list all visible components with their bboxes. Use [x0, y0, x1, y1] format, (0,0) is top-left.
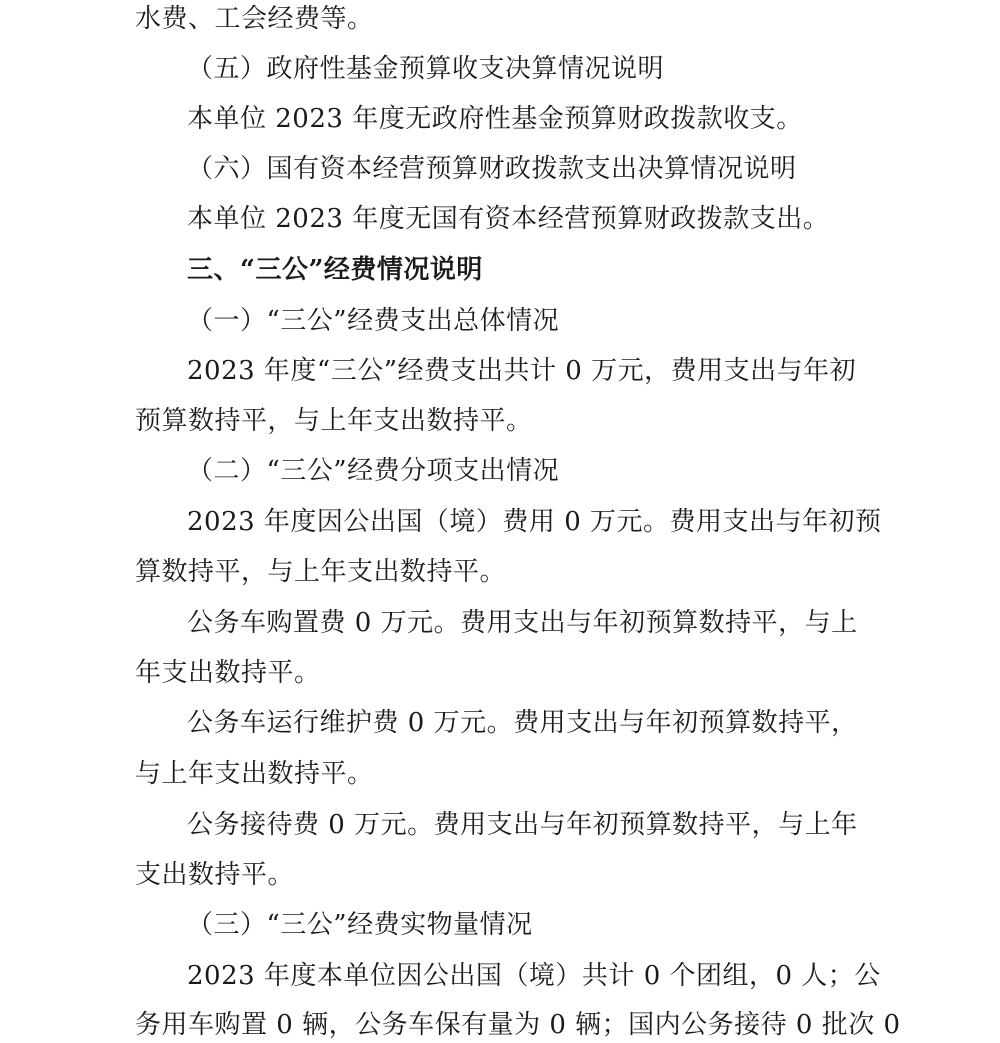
section-heading: （三）“三公”经费实物量情况	[187, 910, 533, 940]
section-heading: （六）国有资本经营预算财政拨款支出决算情况说明	[187, 154, 797, 184]
paragraph-line: 2023 年度因公出国（境）费用 0 万元。费用支出与年初预	[187, 507, 882, 537]
paragraph-line: 与上年支出数持平。	[135, 759, 374, 789]
paragraph-line: 支出数持平。	[135, 860, 295, 890]
paragraph-line: 公务接待费 0 万元。费用支出与年初预算数持平，与上年	[187, 810, 858, 840]
paragraph-line: 务用车购置 0 辆，公务车保有量为 0 辆；国内公务接待 0 批次 0	[135, 1010, 901, 1040]
paragraph-line: 2023 年度“三公”经费支出共计 0 万元，费用支出与年初	[187, 356, 857, 386]
paragraph-line: 本单位 2023 年度无政府性基金预算财政拨款收支。	[187, 104, 803, 134]
paragraph-line: 公务车购置费 0 万元。费用支出与年初预算数持平，与上	[187, 608, 858, 638]
paragraph-line: 2023 年度本单位因公出国（境）共计 0 个团组，0 人；公	[187, 961, 881, 991]
section-heading: （五）政府性基金预算收支决算情况说明	[187, 54, 665, 84]
section-heading: （一）“三公”经费支出总体情况	[187, 306, 560, 336]
paragraph-line: 公务车运行维护费 0 万元。费用支出与年初预算数持平，	[187, 708, 858, 738]
paragraph-line: 年支出数持平。	[135, 658, 321, 688]
paragraph-line: 本单位 2023 年度无国有资本经营预算财政拨款支出。	[187, 204, 830, 234]
chapter-heading: 三、“三公”经费情况说明	[187, 255, 483, 285]
paragraph-line: 水费、工会经费等。	[135, 4, 374, 34]
section-heading: （二）“三公”经费分项支出情况	[187, 456, 560, 486]
paragraph-line: 预算数持平，与上年支出数持平。	[135, 406, 533, 436]
paragraph-line: 算数持平，与上年支出数持平。	[135, 557, 507, 587]
